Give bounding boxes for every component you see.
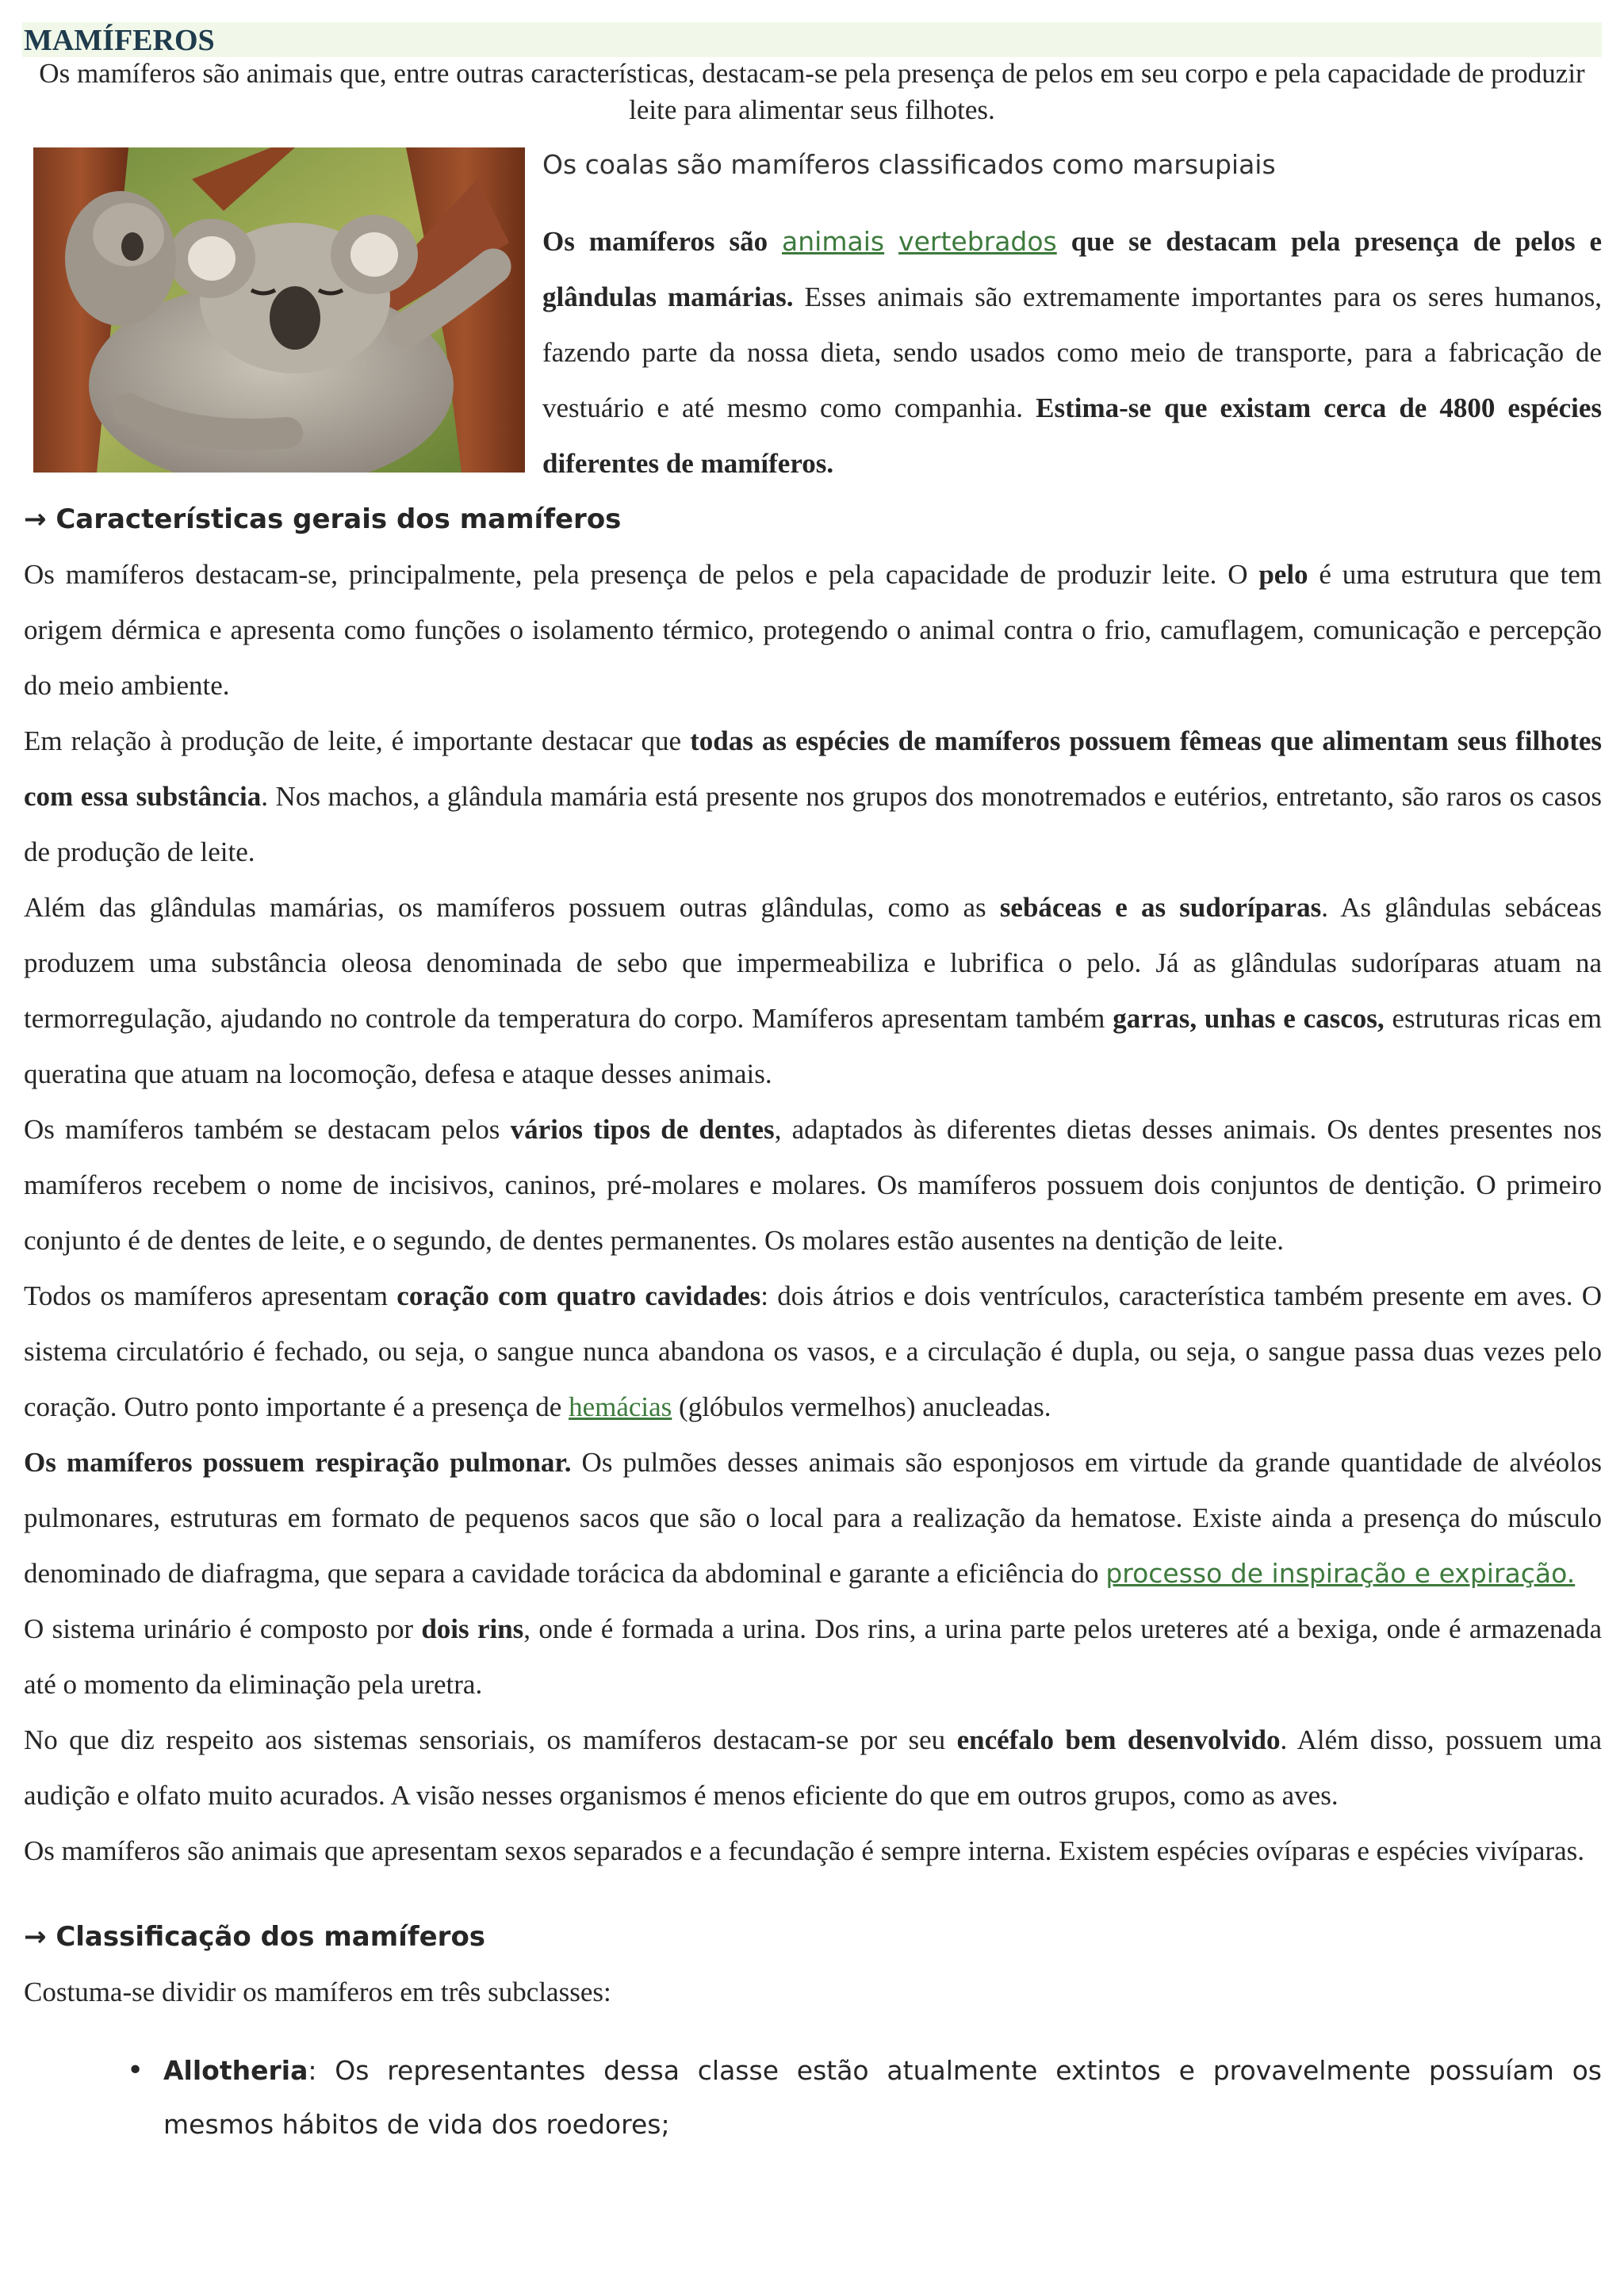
p4-bold: vários tipos de dentes	[510, 1114, 775, 1145]
koala-photo	[33, 147, 525, 473]
section-gap	[24, 1879, 1602, 1909]
p6-bold: Os mamíferos possuem respiração pulmonar.	[24, 1447, 572, 1478]
koala-image	[33, 147, 525, 473]
lead-paragraph	[542, 214, 1602, 492]
p6-text: Os pulmões desses animais são esponjosos em virtude da grande quantidade de alvéolos pulmonares, estruturas em formato de pequenos sacos que são o local para a realização da hematose. Existe ainda a presença do músculo denominado de diafragma, que separa a cavidade torácica da abdominal e garante a eficiência do	[24, 1447, 1603, 1589]
link-hemacias[interactable]: hemácias	[569, 1391, 672, 1422]
title-bar	[22, 22, 1602, 57]
p3-text-2: . As glândulas sebáceas produzem uma substância oleosa denominada de sebo que impermeabiliza e lubrifica o pelo. Já as glândulas sudoríparas atuam na termorregulação, ajudando no controle da temperatura do corpo. Mamíferos apresentam também	[24, 892, 1602, 1034]
paragraph-subclasses-intro: Costuma-se dividir os mamíferos em três subclasses:	[24, 1976, 611, 2007]
paragraph-coracao	[24, 1269, 1602, 1435]
p4-text-2: , adaptados às diferentes dietas desses animais. Os dentes presentes nos mamíferos recebem o nome de incisivos, caninos, pré-molares e molares. Os mamíferos possuem dois conjuntos de dentição. O primeiro conjunto é de dentes de leite, e o segundo, de dentes permanentes. Os molares estão ausentes na dentição de leite.	[24, 1114, 1603, 1256]
p7-text-1: O sistema urinário é composto por	[24, 1613, 413, 1644]
p5-text-1: Todos os mamíferos apresentam	[24, 1280, 389, 1311]
lead-bold-2: que se destacam pela presença de pelos e glândulas mamárias.	[542, 226, 1603, 312]
p2-bold: todas as espécies de mamíferos possuem fêmeas que alimentam seus filhotes com essa substância	[24, 725, 1603, 812]
paragraph-leite	[24, 714, 1602, 880]
link-inspiracao-expiracao[interactable]: processo de inspiração e expiração.	[1105, 1558, 1576, 1589]
link-vertebrados[interactable]: vertebrados	[898, 226, 1057, 257]
paragraph-glandulas	[24, 880, 1602, 1102]
section-heading-classificacao: → Classificação dos mamíferos	[24, 1921, 486, 1953]
p5-text-3: (glóbulos vermelhos) anucleadas.	[679, 1391, 1051, 1422]
section-heading-caracteristicas: → Características gerais dos mamíferos	[24, 503, 622, 535]
p5-text-2: : dois átrios e dois ventrículos, característica também presente em aves. O sistema circulatório é fechado, ou seja, o sangue nunca abandona os vasos, e a circulação é dupla, ou seja, o sangue passa duas vezes pelo coração. Outro ponto importante é a presença de	[24, 1280, 1602, 1422]
paragraph-respiracao	[24, 1435, 1602, 1601]
p8-bold: encéfalo bem desenvolvido	[956, 1724, 1281, 1755]
lead-bold-3: Estima-se que existam cerca de 4800 espécies diferentes de mamíferos.	[542, 392, 1602, 479]
subclass-description: : Os representantes dessa classe estão atualmente extintos e provavelmente possuíam os mesmos hábitos de vida dos roedores;	[163, 2055, 1602, 2140]
p8-text-2: . Além disso, possuem uma audição e olfato muito acurados. A visão nesses organismos é menos eficiente do que em outros grupos, como as aves.	[24, 1724, 1603, 1811]
intro-paragraph: Os mamíferos são animais que, entre outras características, destacam-se pela presença de pelos em seu corpo e pela capacidade de produzir leite para alimentar seus filhotes.	[39, 58, 1585, 125]
paragraph-sensoriais	[24, 1712, 1602, 1823]
page-title: MAMÍFEROS	[24, 24, 215, 57]
bullet-icon: •	[127, 2054, 144, 2087]
p1-text-1: Os mamíferos destacam-se, principalmente, pela presença de pelos e pela capacidade de produzir leite. O	[24, 559, 1248, 590]
paragraph-reproducao: Os mamíferos são animais que apresentam sexos separados e a fecundação é sempre interna. Existem espécies ovíparas e espécies vivíparas.	[24, 1835, 1584, 1866]
paragraph-dentes	[24, 1102, 1602, 1269]
p3-text-3: estruturas ricas em queratina que atuam na locomoção, defesa e ataque desses animais.	[24, 1003, 1602, 1089]
p2-text-2: . Nos machos, a glândula mamária está presente nos grupos dos monotremados e eutérios, entretanto, são raros os casos de produção de leite.	[24, 781, 1602, 867]
paragraph-pelos	[24, 547, 1602, 714]
link-animais[interactable]: animais	[782, 226, 885, 257]
image-caption: Os coalas são mamíferos classificados como marsupiais	[542, 149, 1276, 180]
subclass-list	[24, 2044, 1602, 2152]
p7-text-2: , onde é formada a urina. Dos rins, a urina parte pelos ureteres até a bexiga, onde é armazenada até o momento da eliminação pela uretra.	[24, 1613, 1602, 1700]
p3-text-1: Além das glândulas mamárias, os mamíferos possuem outras glândulas, como as	[24, 892, 986, 923]
p8-text-1: No que diz respeito aos sistemas sensoriais, os mamíferos destacam-se por seu	[24, 1724, 946, 1755]
p5-bold: coração com quatro cavidades	[396, 1280, 761, 1311]
p1-bold: pelo	[1258, 559, 1308, 590]
list-item	[127, 2044, 1602, 2152]
article-body	[24, 492, 1602, 2152]
p7-bold: dois rins	[421, 1613, 524, 1644]
paragraph-urinario	[24, 1601, 1602, 1712]
p3-bold-1: sebáceas e as sudoríparas	[999, 892, 1322, 923]
p4-text-1: Os mamíferos também se destacam pelos	[24, 1114, 500, 1145]
p2-text-1: Em relação à produção de leite, é importante destacar que	[24, 725, 682, 756]
subclass-name: Allotheria	[163, 2055, 308, 2086]
p3-bold-2: garras, unhas e cascos,	[1113, 1003, 1385, 1034]
lead-text: Esses animais são extremamente importantes para os seres humanos, fazendo parte da nossa dieta, sendo usados como meio de transporte, para a fabricação de vestuário e até mesmo como companhia.	[542, 281, 1603, 423]
p1-text-2: é uma estrutura que tem origem dérmica e apresenta como funções o isolamento térmico, protegendo o animal contra o frio, camuflagem, comunicação e percepção do meio ambiente.	[24, 559, 1603, 701]
lead-bold-1: Os mamíferos são	[542, 226, 768, 257]
